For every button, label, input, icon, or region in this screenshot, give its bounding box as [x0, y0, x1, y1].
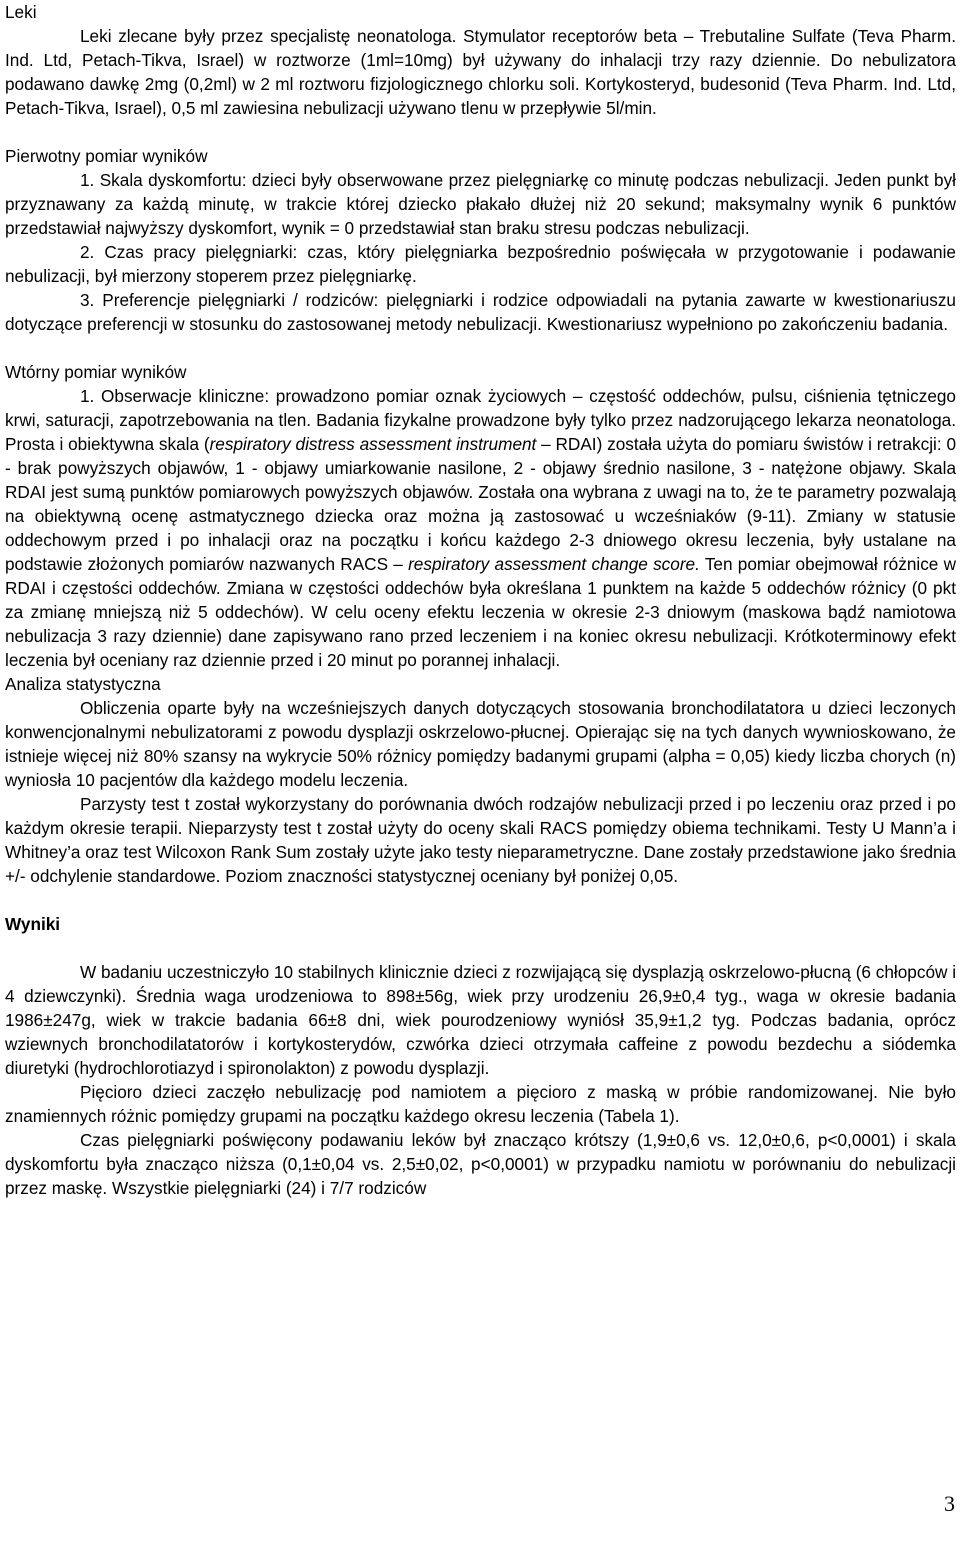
- section-heading-statistics: Analiza statystyczna: [5, 674, 161, 694]
- stats-paragraph-1: Obliczenia oparte były na wcześniejszych danych dotyczących stosowania bronchodilatatora u dzieci leczonych konwencjonalnymi nebulizatorami z powodu dysplazji oskrzelowo-płucnej. Opierając się na tych danych wywnioskowano, że istnieje więcej niż 80% szansy na wykrycie 50% różnicy pomiędzy badanymi grupami (alpha = 0,05) kiedy liczba chorych (n) wyniosła 10 pacjentów dla każdego modelu leczenia.: [5, 698, 956, 790]
- document-page: [5, 0, 956, 1200]
- secondary-text-2: – RDAI) została użyta do pomiaru świstów i retrakcji: 0 - brak powyższych objawów, 1 - objawy umiarkowanie nasilone, 2 - objawy średnio nasilone, 3 - natężone objawy. Skala RDAI jest sumą punktów pomiarowych powyższych objawów. Została ona wybrana z uwagi na to, że te parametry pozwalają na obiektywną ocenę astmatycznego dziecka oraz można ją zastosować u wcześniaków (9-11). Zmiany w statusie oddechowym przed i po inhalacji oraz na początku i końcu każdego 2-3 dniowego okresu leczenia, były ustalane na podstawie złożonych pomiarów nazwanych RACS –: [5, 434, 956, 574]
- results-paragraph-2: Pięcioro dzieci zaczęło nebulizację pod namiotem a pięcioro z maską w próbie randomizowanej. Nie było znamiennych różnic pomiędzy grupami na początku każdego okresu leczenia (Tabela 1).: [5, 1082, 956, 1126]
- secondary-italic-term-2: respiratory assessment change score.: [408, 554, 700, 574]
- secondary-text-1: 1. Obserwacje kliniczne: prowadzono pomiar oznak życiowych – częstość oddechów, pulsu, ciśnienia tętniczego krwi, saturacji, zapotrzebowania na tlen. Badania fizykalne prowadzone były tylko przez nadzorującego lekarza neonatologa. Prosta i obiektywna skala (: [5, 386, 956, 454]
- primary-item-2: 2. Czas pracy pielęgniarki: czas, który pielęgniarka bezpośrednio poświęcała w przygotowanie i podawanie nebulizacji, był mierzony stoperem przez pielęgniarkę.: [5, 242, 956, 286]
- section-heading-secondary-outcome: Wtórny pomiar wyników: [5, 362, 187, 382]
- primary-item-1: 1. Skala dyskomfortu: dzieci były obserwowane przez pielęgniarkę co minutę podczas nebulizacji. Jeden punkt był przyznawany za każdą minutę, w trakcie której dziecko płakało dłużej niż 20 sekund; maksymalny wynik 6 punktów przedstawiał najwyższy dyskomfort, wynik = 0 przedstawiał stan braku stresu podczas nebulizacji.: [5, 170, 956, 238]
- results-paragraph-1: W badaniu uczestniczyło 10 stabilnych klinicznie dzieci z rozwijającą się dysplazją oskrzelowo-płucną (6 chłopców i 4 dziewczynki). Średnia waga urodzeniowa to 898±56g, wiek przy urodzeniu 26,9±0,4 tyg., waga w okresie badania 1986±247g, wiek w trakcie badania 66±8 dni, wiek pourodzeniowy wyniósł 35,9±1,2 tyg. Podczas badania, oprócz wziewnych bronchodilatatorów i kortykosterydów, czwórka dzieci otrzymała caffeine z powodu bezdechu a siódemka diuretyki (hydrochlorotiazyd i spironolakton) z powodu dysplazji.: [5, 962, 957, 1078]
- secondary-italic-term-1: respiratory distress assessment instrument: [209, 434, 537, 454]
- secondary-text-3: Ten pomiar obejmował różnice w RDAI i częstości oddechów. Zmiana w częstości oddechów była określana 1 punktem na każde 5 oddechów różnicy (0 pkt za zmianę mniejszą niż 5 oddechów). W celu oceny efektu leczenia w okresie 2-3 dniowym (maskowa bądź namiotowa nebulizacja 3 razy dziennie) dane zapisywano rano przed leczeniem i na koniec okresu nebulizacji. Krótkoterminowy efekt leczenia był oceniany raz dziennie przed i 20 minut po porannej inhalacji.: [5, 554, 957, 670]
- secondary-paragraph: [5, 384, 956, 672]
- section-heading-leki: Leki: [5, 2, 37, 22]
- leki-paragraph: Leki zlecane były przez specjalistę neonatologa. Stymulator receptorów beta – Trebutaline Sulfate (Teva Pharm. Ind. Ltd, Petach-Tikva, Israel) w roztworze (1ml=10mg) był używany do inhalacji trzy razy dziennie. Do nebulizatora podawano dawkę 2mg (0,2ml) w 2 ml roztworu fizjologicznego chlorku soli. Kortykosteryd, budesonid (Teva Pharm. Ind. Ltd, Petach-Tikva, Israel), 0,5 ml zawiesina nebulizacji używano tlenu w przepływie 5l/min.: [5, 26, 956, 118]
- section-heading-results: Wyniki: [5, 914, 61, 934]
- results-paragraph-3: Czas pielęgniarki poświęcony podawaniu leków był znacząco krótszy (1,9±0,6 vs. 12,0±0,6, p<0,0001) i skala dyskomfortu była znacząco niższa (0,1±0,04 vs. 2,5±0,02, p<0,0001) w przypadku namiotu w porównaniu do nebulizacji przez maskę. Wszystkie pielęgniarki (24) i 7/7 rodziców: [5, 1130, 956, 1198]
- primary-item-3: 3. Preferencje pielęgniarki / rodziców: pielęgniarki i rodzice odpowiadali na pytania zawarte w kwestionariuszu dotyczące preferencji w stosunku do zastosowanej metody nebulizacji. Kwestionariusz wypełniono po zakończeniu badania.: [5, 290, 956, 334]
- section-heading-primary-outcome: Pierwotny pomiar wyników: [5, 146, 208, 166]
- page-number: 3: [944, 1491, 955, 1516]
- stats-paragraph-2: Parzysty test t został wykorzystany do porównania dwóch rodzajów nebulizacji przed i po leczeniu oraz przed i po każdym okresie terapii. Nieparzysty test t został użyty do oceny skali RACS pomiędzy obiema technikami. Testy U Mann’a i Whitney’a oraz test Wilcoxon Rank Sum zostały użyte jako testy nieparametryczne. Dane zostały przedstawione jako średnia +/- odchylenie standardowe. Poziom znaczności statystycznej oceniany był poniżej 0,05.: [5, 794, 956, 886]
